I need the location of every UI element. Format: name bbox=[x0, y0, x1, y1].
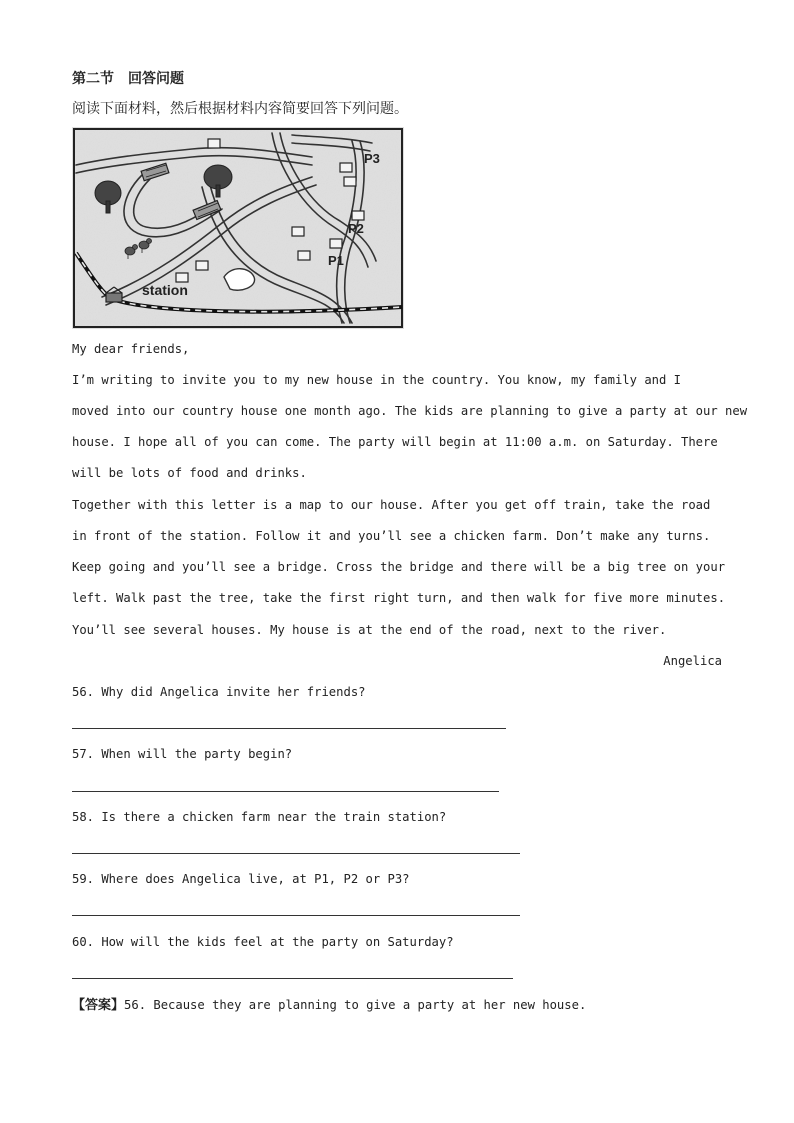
house-icon bbox=[292, 227, 304, 236]
answer-line-57[interactable] bbox=[72, 791, 499, 792]
letter-line: house. I hope all of you can come. The party will begin at 11:00 a.m. on Saturday. There bbox=[72, 435, 718, 449]
letter-line: Together with this letter is a map to our house. After you get off train, take the road bbox=[72, 498, 711, 512]
p2-label: P2 bbox=[348, 221, 364, 236]
section-heading: 第二节 回答问题 bbox=[72, 71, 184, 87]
answer-line-56[interactable] bbox=[72, 728, 506, 729]
question-56: 56. Why did Angelica invite her friends? bbox=[72, 685, 366, 699]
house-icon bbox=[352, 211, 364, 220]
answer-line-60[interactable] bbox=[72, 978, 513, 979]
house-icon bbox=[196, 261, 208, 270]
answer-block bbox=[72, 994, 586, 1013]
instruction-text: 阅读下面材料，然后根据材料内容简要回答下列问题。 bbox=[72, 101, 408, 117]
answer-line-58[interactable] bbox=[72, 853, 520, 854]
p3-label: P3 bbox=[364, 151, 380, 166]
house-icon bbox=[330, 239, 342, 248]
river-icon bbox=[224, 269, 255, 291]
letter-line: in front of the station. Follow it and you’ll see a chicken farm. Don’t make any turns. bbox=[72, 529, 711, 543]
letter-line: will be lots of food and drinks. bbox=[72, 466, 307, 480]
question-60: 60. How will the kids feel at the party on Saturday? bbox=[72, 935, 454, 949]
question-57: 57. When will the party begin? bbox=[72, 747, 293, 761]
question-58: 58. Is there a chicken farm near the train station? bbox=[72, 810, 447, 824]
letter-line: I’m writing to invite you to my new house in the country. You know, my family and I bbox=[72, 373, 682, 387]
letter-line: Keep going and you’ll see a bridge. Cross the bridge and there will be a big tree on your bbox=[72, 560, 726, 574]
letter-signature: Angelica bbox=[663, 654, 722, 668]
answer-line-59[interactable] bbox=[72, 915, 520, 916]
letter-greeting: My dear friends, bbox=[72, 342, 190, 356]
p1-label: P1 bbox=[328, 253, 344, 268]
house-icon bbox=[176, 273, 188, 282]
answer-tag: 【答案】 bbox=[72, 998, 125, 1013]
house-icon bbox=[344, 177, 356, 186]
house-icon bbox=[208, 139, 220, 148]
map-illustration bbox=[72, 127, 404, 329]
letter-line: left. Walk past the tree, take the first right turn, and then walk for five more minutes. bbox=[72, 591, 726, 605]
question-59: 59. Where does Angelica live, at P1, P2 or P3? bbox=[72, 872, 410, 886]
letter-line: moved into our country house one month ago. The kids are planning to give a party at our new bbox=[72, 404, 748, 418]
house-icon bbox=[340, 163, 352, 172]
station-label: station bbox=[142, 282, 188, 298]
answer-text: 56. Because they are planning to give a party at her new house. bbox=[124, 998, 587, 1012]
house-icon bbox=[298, 251, 310, 260]
letter-line: You’ll see several houses. My house is at the end of the road, next to the river. bbox=[72, 623, 667, 637]
